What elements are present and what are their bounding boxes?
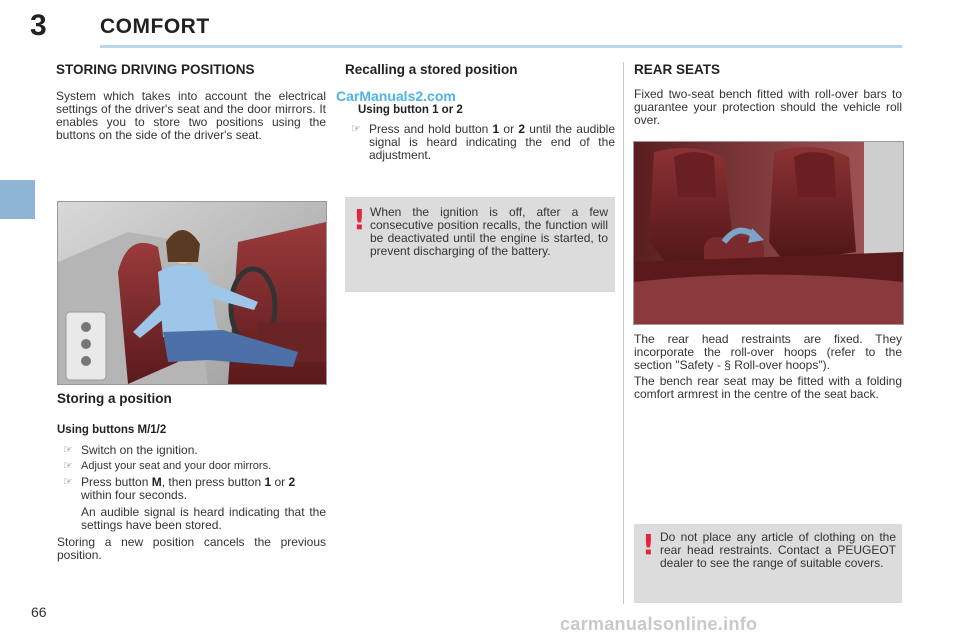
list-item: ☞ Adjust your seat and your door mirrors. [63, 460, 272, 472]
clothing-warning-text: Do not place any article of clothing on the rear head restraints. Contact a PEUGEOT dealer to see the range of suitable covers. [660, 530, 896, 570]
armrest-text: The bench rear seat may be fitted with a folding comfort armrest in the centre of the seat back. [634, 374, 902, 401]
chapter-title: COMFORT [100, 15, 210, 38]
storing-closing-text: Storing a new position cancels the previous position. [57, 535, 326, 562]
watermark-text: CarManuals2.com [336, 88, 456, 104]
using-button-heading: Using button 1 or 2 [358, 104, 463, 116]
chapter-number: 3 [30, 9, 47, 42]
head-restraints-text: The rear head restraints are fixed. They incorporate the roll-over hoops (refer to the section "Safety - § Roll-over hoops"). [634, 332, 902, 372]
chapter-side-tab [0, 180, 35, 219]
exclamation-icon: ! [642, 528, 655, 561]
rear-seats-intro-text: Fixed two-seat bench fitted with roll-over bars to guarantee your protection should the vehicle roll over. [634, 87, 902, 127]
list-item: ☞ Press and hold button 1 or 2 until the audible signal is heard indicating the end of the adjustment. [351, 122, 615, 162]
header-rule [100, 45, 902, 48]
battery-warning-box [345, 197, 615, 292]
subheading-storing-a-position: Storing a position [57, 391, 172, 406]
section-heading-rear-seats: REAR SEATS [634, 62, 721, 77]
driver-seat-illustration [57, 201, 327, 385]
pointing-hand-icon: ☞ [63, 476, 73, 488]
column-divider [623, 62, 624, 604]
list-item: ☞ Switch on the ignition. [63, 443, 198, 457]
pointing-hand-icon: ☞ [351, 123, 361, 135]
pointing-hand-icon: ☞ [63, 460, 73, 472]
clothing-warning-box [634, 524, 902, 603]
section-heading-recalling: Recalling a stored position [345, 62, 518, 77]
list-item: ☞ Press button M, then press button 1 or 2 within four seconds. [63, 475, 296, 502]
storing-intro-text: System which takes into account the electrical settings of the driver's seat and the door mirrors. It enables you to store two positions using the buttons on the side of the driver's seat. [56, 89, 326, 142]
using-buttons-heading: Using buttons M/1/2 [57, 424, 167, 436]
footer-watermark: carmanualsonline.info [560, 614, 758, 634]
page-number: 66 [31, 604, 47, 620]
exclamation-icon: ! [353, 203, 366, 236]
battery-warning-text: When the ignition is off, after a few consecutive position recalls, the function will be deactivated until the engine is started, to prevent discharging of the battery. [370, 205, 608, 258]
rear-seats-photo [633, 141, 904, 325]
section-heading-storing-driving-positions: STORING DRIVING POSITIONS [56, 62, 255, 77]
storing-confirmation-text: An audible signal is heard indicating that the settings have been stored. [81, 505, 326, 532]
pointing-hand-icon: ☞ [63, 444, 73, 456]
